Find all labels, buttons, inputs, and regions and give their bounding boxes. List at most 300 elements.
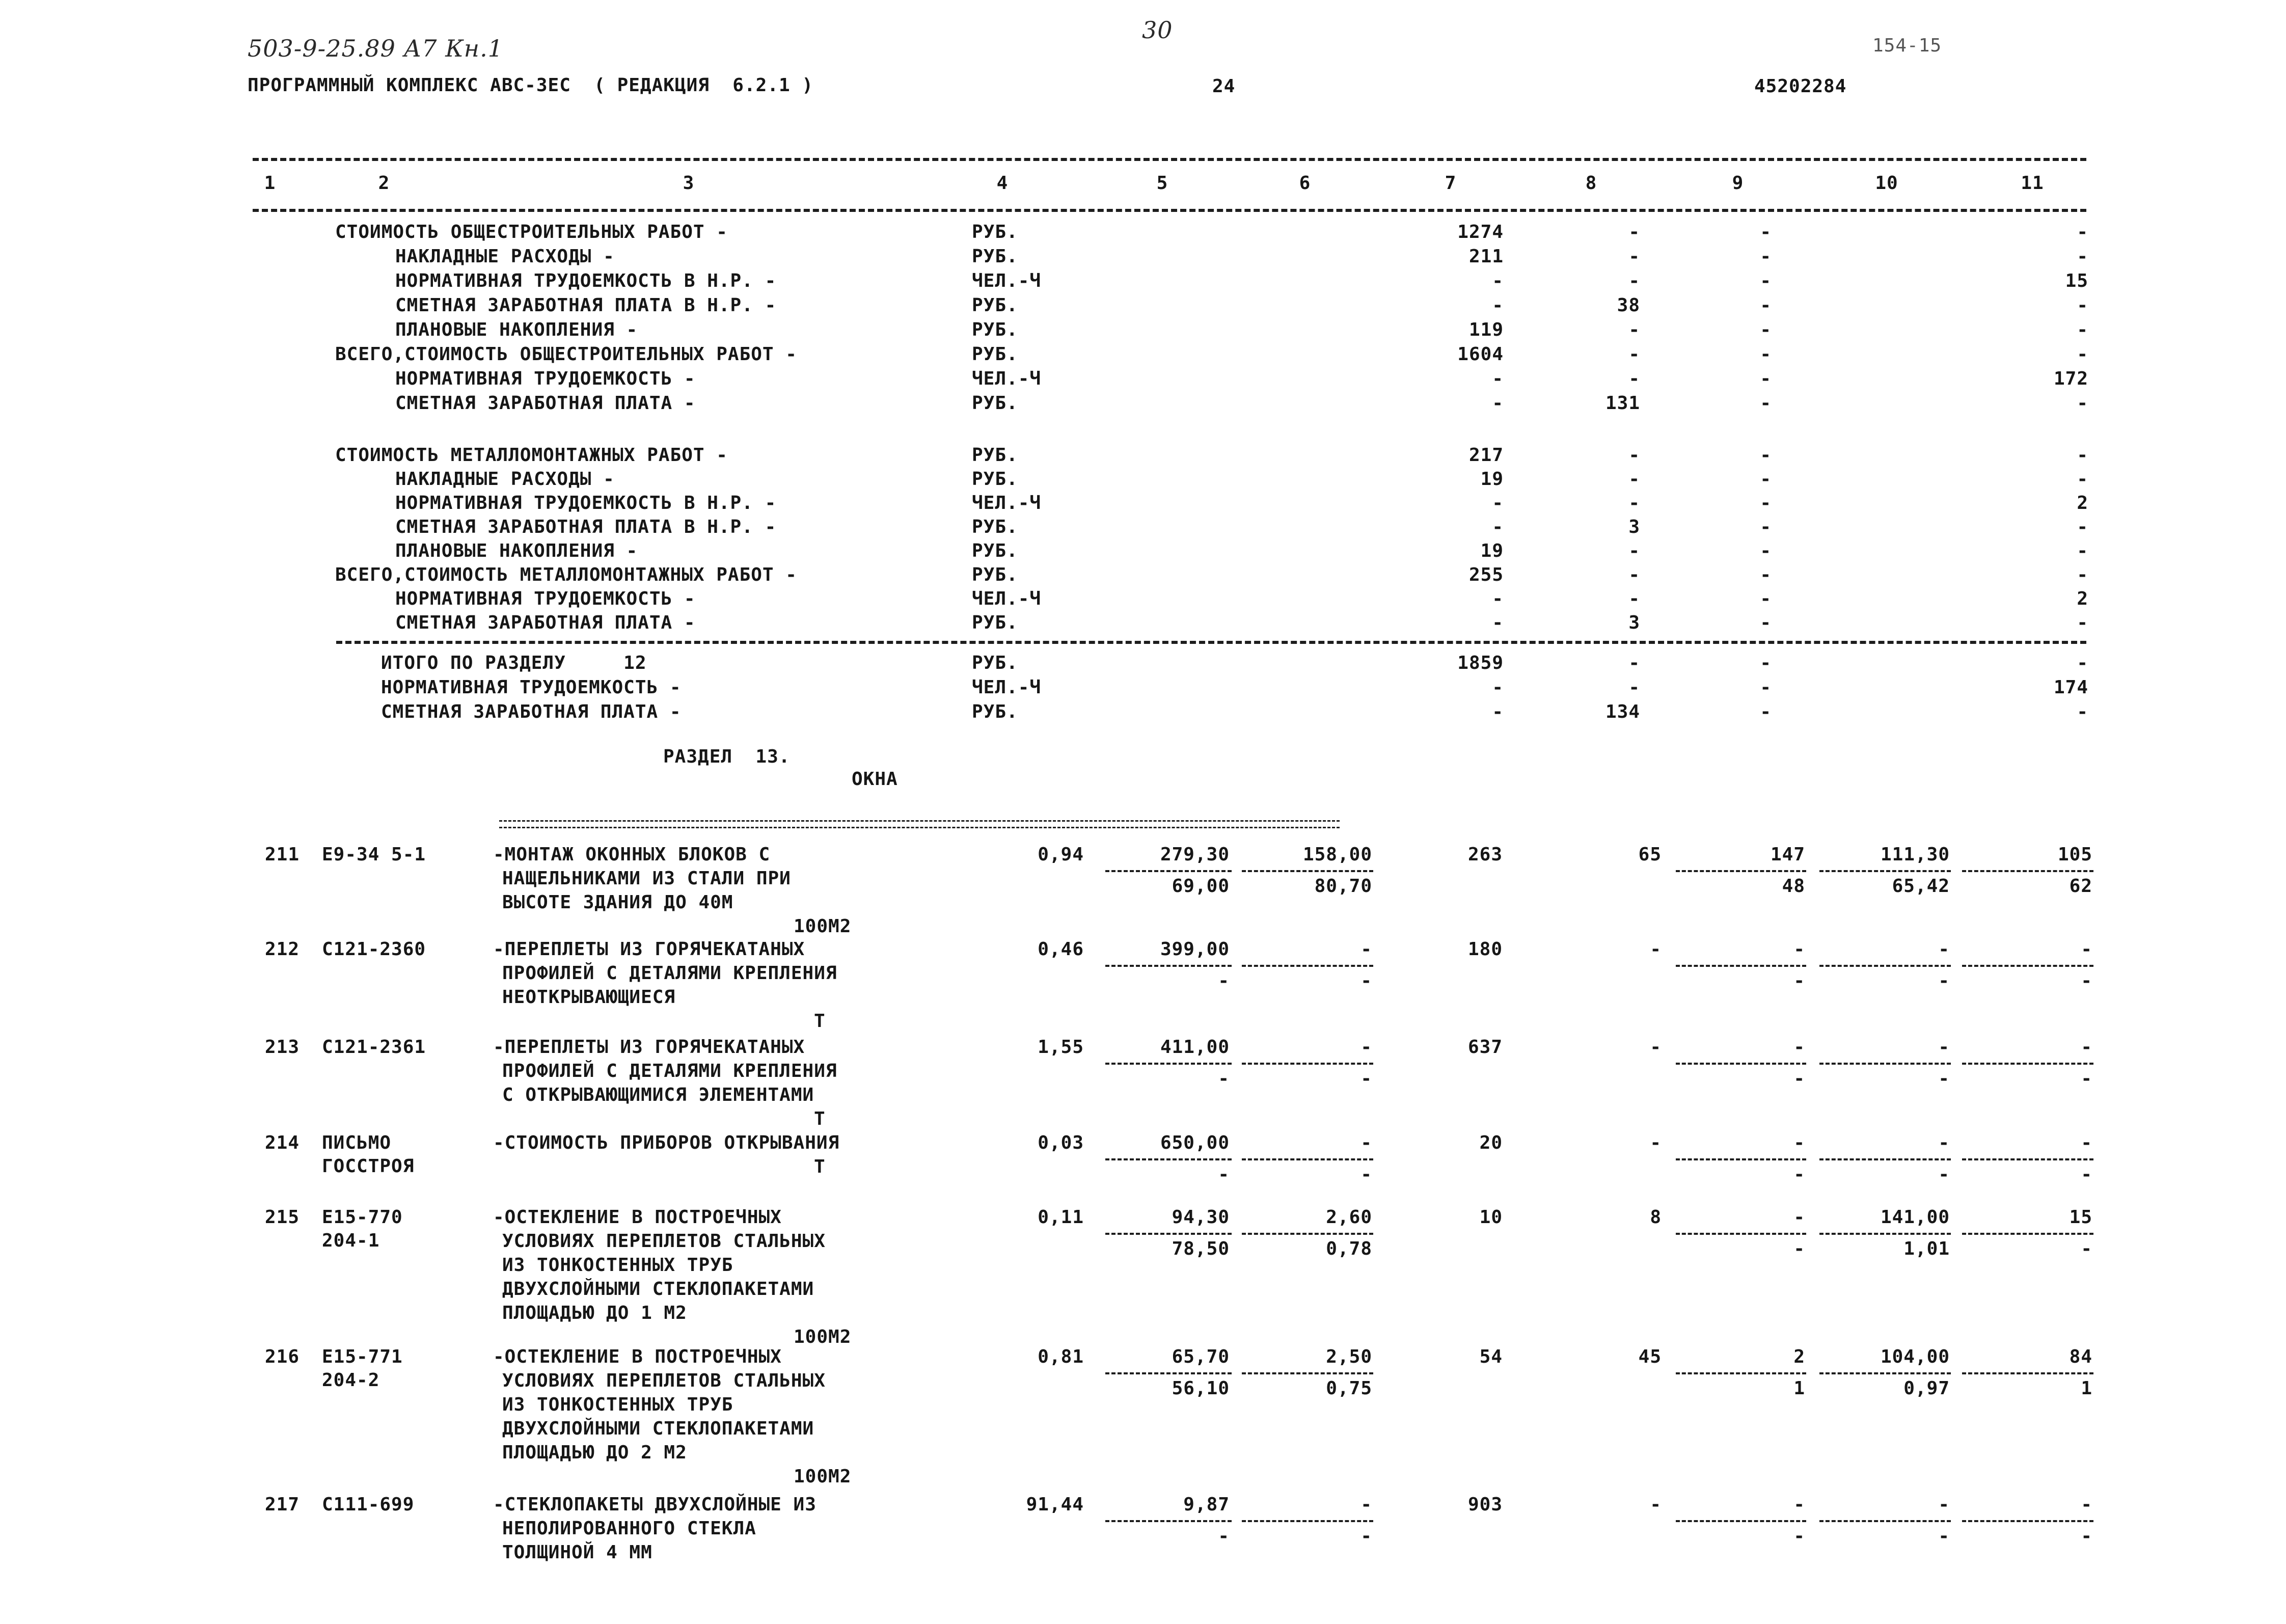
column-header-10: 10 <box>1875 173 1898 194</box>
summary-value-c11: - <box>2077 295 2088 316</box>
item-machine-wages: - <box>1793 1068 1805 1089</box>
item-underline-c10 <box>1819 1233 1951 1235</box>
item-quantity: 91,44 <box>1026 1494 1084 1515</box>
program-title: ПРОГРАММНЫЙ КОМПЛЕКС АВС-3ЕС ( РЕДАКЦИЯ 6.2.1 ) <box>248 75 814 96</box>
item-unit: 100М2 <box>794 1466 852 1487</box>
printed-page-number: 24 <box>1212 76 1236 97</box>
doc-number: 45202284 <box>1754 76 1847 97</box>
item-number: 217 <box>265 1494 300 1515</box>
item-machine-labor-total: - <box>2081 1164 2092 1185</box>
summary-value-c9: - <box>1760 295 1772 316</box>
item-total-wages: - <box>1650 1494 1662 1515</box>
item-unit-price: 9,87 <box>1183 1494 1230 1515</box>
summary-value-c11: 2 <box>2077 493 2088 513</box>
item-machine-labor-total: 62 <box>2069 876 2092 897</box>
summary-value-c8: - <box>1628 368 1640 389</box>
summary-unit: РУБ. <box>972 222 1018 242</box>
summary-value-c8: - <box>1628 222 1640 242</box>
summary-unit: РУБ. <box>972 445 1018 466</box>
item-quantity: 0,03 <box>1038 1132 1084 1153</box>
summary-value-c9: - <box>1760 677 1772 698</box>
summary-value-c11: - <box>2077 653 2088 673</box>
item-code-2: 204-1 <box>322 1230 380 1251</box>
item-unit-price-machines: 158,00 <box>1302 844 1372 865</box>
item-description-line: ДВУХСЛОЙНЫМИ СТЕКЛОПАКЕТАМИ <box>502 1279 814 1300</box>
summary-label: ВСЕГО,СТОИМОСТЬ МЕТАЛЛОМОНТАЖНЫХ РАБОТ - <box>335 564 797 585</box>
item-total-wages: 8 <box>1650 1207 1662 1228</box>
summary-value-c7: 211 <box>1468 246 1504 267</box>
summary-value-c9: - <box>1760 319 1772 340</box>
item-machine-labor-norm: 1,01 <box>1903 1238 1950 1259</box>
summary-value-c7: - <box>1492 588 1504 609</box>
item-labor-norm: 141,00 <box>1880 1207 1950 1228</box>
item-description-line: ПЛОЩАДЬЮ ДО 1 М2 <box>502 1303 687 1323</box>
summary-value-c11: - <box>2077 564 2088 585</box>
item-underline-c11 <box>1962 1520 2093 1522</box>
item-description-line: ПРОФИЛЕЙ С ДЕТАЛЯМИ КРЕПЛЕНИЯ <box>502 1061 837 1081</box>
summary-value-c11: - <box>2077 701 2088 722</box>
item-description-line: -МОНТАЖ ОКОННЫХ БЛОКОВ С <box>493 844 771 865</box>
item-unit: 100М2 <box>794 1327 852 1347</box>
item-underline-c10 <box>1819 870 1951 872</box>
item-description-line: УСЛОВИЯХ ПЕРЕПЛЕТОВ СТАЛЬНЫХ <box>502 1231 826 1252</box>
summary-unit: РУБ. <box>972 393 1018 414</box>
summary-value-c7: - <box>1492 677 1504 698</box>
item-underline-c11 <box>1962 870 2093 872</box>
item-unit: Т <box>814 1108 826 1129</box>
item-machine-wages: 48 <box>1782 876 1805 897</box>
item-machine-labor-total: 1 <box>2081 1378 2092 1399</box>
item-machine-labor-total: - <box>2081 1526 2092 1547</box>
summary-value-c7: - <box>1492 517 1504 537</box>
item-total-cost: 903 <box>1467 1494 1503 1515</box>
summary-value-c8: - <box>1628 469 1640 490</box>
item-underline-c6 <box>1242 1233 1373 1235</box>
item-unit-price-wages: 69,00 <box>1172 876 1230 897</box>
item-total-wages: - <box>1650 1037 1662 1058</box>
item-total-machines: - <box>1793 939 1805 960</box>
item-unit-price-machine-wages: - <box>1360 1526 1372 1547</box>
item-underline-c5 <box>1105 1520 1232 1522</box>
summary-unit: РУБ. <box>972 246 1018 267</box>
summary-value-c7: - <box>1492 393 1504 414</box>
item-underline-c11 <box>1962 1233 2093 1235</box>
item-code: С121-2360 <box>322 939 426 960</box>
item-underline-c10 <box>1819 1063 1951 1065</box>
item-underline-c6 <box>1242 1372 1373 1374</box>
summary-value-c7: 19 <box>1480 540 1504 561</box>
summary-value-c8: 38 <box>1617 295 1640 316</box>
summary-value-c9: - <box>1760 701 1772 722</box>
item-underline-c5 <box>1105 1372 1232 1374</box>
summary-unit: ЧЕЛ.-Ч <box>972 270 1042 291</box>
item-underline-c5 <box>1105 1233 1232 1235</box>
item-code: Е15-771 <box>322 1346 403 1367</box>
item-total-machines: - <box>1793 1037 1805 1058</box>
column-header-1: 1 <box>264 173 276 194</box>
summary-unit: РУБ. <box>972 319 1018 340</box>
summary-value-c11: - <box>2077 319 2088 340</box>
item-underline-c6 <box>1242 965 1373 967</box>
column-header-2: 2 <box>378 173 390 194</box>
item-machine-labor-total: - <box>2081 1068 2092 1089</box>
summary-label: НОРМАТИВНАЯ ТРУДОЕМКОСТЬ - <box>395 588 696 609</box>
item-labor-total: - <box>2081 1037 2092 1058</box>
summary-value-c7: 1274 <box>1457 222 1504 242</box>
summary-value-c8: - <box>1628 493 1640 513</box>
item-unit: Т <box>814 1156 826 1177</box>
item-unit-price-machine-wages: 80,70 <box>1314 876 1372 897</box>
item-underline-c5 <box>1105 1158 1232 1160</box>
item-underline-c11 <box>1962 1063 2093 1065</box>
item-unit-price-wages: - <box>1218 1526 1230 1547</box>
handwritten-doc-code: 503-9-25.89 А7 Кн.1 <box>248 35 503 62</box>
item-code: ПИСЬМО <box>322 1132 392 1153</box>
summary-value-c11: - <box>2077 469 2088 490</box>
summary-value-c7: - <box>1492 701 1504 722</box>
item-unit-price-wages: - <box>1218 1164 1230 1185</box>
summary-value-c7: - <box>1492 612 1504 633</box>
item-total-cost: 10 <box>1479 1207 1503 1228</box>
item-number: 214 <box>265 1132 300 1153</box>
item-underline-c11 <box>1962 965 2093 967</box>
summary-value-c11: - <box>2077 344 2088 365</box>
item-number: 212 <box>265 939 300 960</box>
summary-value-c9: - <box>1760 222 1772 242</box>
summary-label: СТОИМОСТЬ МЕТАЛЛОМОНТАЖНЫХ РАБОТ - <box>335 445 728 466</box>
item-description-line: ВЫСОТЕ ЗДАНИЯ ДО 40М <box>502 892 733 913</box>
section-title: РАЗДЕЛ 13. <box>663 746 791 767</box>
item-total-wages: 65 <box>1638 844 1662 865</box>
summary-value-c8: 3 <box>1628 517 1640 537</box>
item-labor-total: - <box>2081 1132 2092 1153</box>
item-description-line: С ОТКРЫВАЮЩИМИСЯ ЭЛЕМЕНТАМИ <box>502 1085 814 1105</box>
summary-value-c11: - <box>2077 222 2088 242</box>
item-total-cost: 180 <box>1467 939 1503 960</box>
item-unit-price-machine-wages: 0,75 <box>1326 1378 1372 1399</box>
item-underline-c9 <box>1676 1372 1806 1374</box>
summary-label: НОРМАТИВНАЯ ТРУДОЕМКОСТЬ - <box>381 677 682 698</box>
column-header-7: 7 <box>1445 173 1457 194</box>
item-machine-labor-norm: - <box>1938 1526 1950 1547</box>
item-labor-norm: 111,30 <box>1880 844 1950 865</box>
summary-value-c11: 174 <box>2053 677 2088 698</box>
item-description-line: -ПЕРЕПЛЕТЫ ИЗ ГОРЯЧЕКАТАНЫХ <box>493 1037 805 1058</box>
item-code-2: ГОССТРОЯ <box>322 1156 415 1177</box>
item-total-machines: 2 <box>1793 1346 1805 1367</box>
item-total-cost: 637 <box>1467 1037 1503 1058</box>
summary-value-c9: - <box>1760 393 1772 414</box>
summary-value-c7: - <box>1492 368 1504 389</box>
item-underline-c5 <box>1105 965 1232 967</box>
item-unit: 100М2 <box>794 916 852 937</box>
summary-value-c8: - <box>1628 653 1640 673</box>
summary-unit: РУБ. <box>972 564 1018 585</box>
summary-value-c11: - <box>2077 393 2088 414</box>
summary-value-c9: - <box>1760 588 1772 609</box>
item-underline-c10 <box>1819 1372 1951 1374</box>
item-total-machines: - <box>1793 1132 1805 1153</box>
summary-unit: РУБ. <box>972 612 1018 633</box>
summary-value-c9: - <box>1760 612 1772 633</box>
summary-label: ПЛАНОВЫЕ НАКОПЛЕНИЯ - <box>395 540 638 561</box>
summary-unit: ЧЕЛ.-Ч <box>972 677 1042 698</box>
item-machine-labor-total: - <box>2081 1238 2092 1259</box>
item-unit-price-machines: - <box>1360 1037 1372 1058</box>
item-labor-norm: - <box>1938 1037 1950 1058</box>
item-underline-c9 <box>1676 1063 1806 1065</box>
item-description-line: ПРОФИЛЕЙ С ДЕТАЛЯМИ КРЕПЛЕНИЯ <box>502 963 837 984</box>
summary-value-c11: 15 <box>2065 270 2088 291</box>
item-total-wages: 45 <box>1638 1346 1662 1367</box>
item-quantity: 1,55 <box>1038 1037 1084 1058</box>
summary-value-c11: 2 <box>2077 588 2088 609</box>
summary-value-c8: - <box>1628 540 1640 561</box>
item-unit-price-machine-wages: - <box>1360 1164 1372 1185</box>
summary-label: ПЛАНОВЫЕ НАКОПЛЕНИЯ - <box>395 319 638 340</box>
item-unit: Т <box>814 1011 826 1032</box>
item-machine-wages: 1 <box>1793 1378 1805 1399</box>
summary-value-c8: - <box>1628 588 1640 609</box>
doc-number-top: 154-15 <box>1872 35 1942 56</box>
summary-value-c7: 217 <box>1468 445 1504 466</box>
column-header-5: 5 <box>1156 173 1168 194</box>
item-description-line: -СТЕКЛОПАКЕТЫ ДВУХСЛОЙНЫЕ ИЗ <box>493 1494 817 1515</box>
item-machine-labor-norm: - <box>1938 970 1950 991</box>
summary-unit: РУБ. <box>972 344 1018 365</box>
summary-value-c9: - <box>1760 540 1772 561</box>
item-unit-price-machine-wages: - <box>1360 1068 1372 1089</box>
item-description-line: ПЛОЩАДЬЮ ДО 2 М2 <box>502 1442 687 1463</box>
item-labor-total: - <box>2081 939 2092 960</box>
item-underline-c9 <box>1676 870 1806 872</box>
item-underline-c9 <box>1676 1233 1806 1235</box>
summary-value-c8: 131 <box>1605 393 1640 414</box>
summary-value-c7: 1604 <box>1457 344 1504 365</box>
item-code-2: 204-2 <box>322 1370 380 1391</box>
summary-value-c11: - <box>2077 445 2088 466</box>
item-description-line: -ОСТЕКЛЕНИЕ В ПОСТРОЕЧНЫХ <box>493 1346 782 1367</box>
item-unit-price-wages: - <box>1218 1068 1230 1089</box>
item-machine-labor-norm: - <box>1938 1068 1950 1089</box>
summary-unit: РУБ. <box>972 653 1018 673</box>
summary-value-c7: - <box>1492 270 1504 291</box>
summary-value-c8: 134 <box>1605 701 1640 722</box>
item-machine-wages: - <box>1793 1164 1805 1185</box>
column-header-6: 6 <box>1299 173 1311 194</box>
summary-value-c9: - <box>1760 653 1772 673</box>
item-code: Е15-770 <box>322 1207 403 1228</box>
item-underline-c5 <box>1105 1063 1232 1065</box>
summary-value-c9: - <box>1760 368 1772 389</box>
summary-value-c9: - <box>1760 246 1772 267</box>
item-unit-price-machine-wages: - <box>1360 970 1372 991</box>
item-labor-total: 105 <box>2057 844 2092 865</box>
item-underline-c5 <box>1105 870 1232 872</box>
item-unit-price-machines: - <box>1360 1132 1372 1153</box>
section-double-rule <box>499 820 1340 828</box>
section-subtitle: ОКНА <box>852 769 898 790</box>
summary-label: НОРМАТИВНАЯ ТРУДОЕМКОСТЬ В Н.Р. - <box>395 493 777 513</box>
summary-unit: ЧЕЛ.-Ч <box>972 588 1042 609</box>
summary-label: СМЕТНАЯ ЗАРАБОТНАЯ ПЛАТА - <box>395 612 696 633</box>
summary-label: НОРМАТИВНАЯ ТРУДОЕМКОСТЬ В Н.Р. - <box>395 270 777 291</box>
summary-label: СМЕТНАЯ ЗАРАБОТНАЯ ПЛАТА В Н.Р. - <box>395 295 777 316</box>
item-labor-norm: 104,00 <box>1880 1346 1950 1367</box>
item-underline-c6 <box>1242 1158 1373 1160</box>
summary-label: СТОИМОСТЬ ОБЩЕСТРОИТЕЛЬНЫХ РАБОТ - <box>335 222 728 242</box>
item-unit-price: 65,70 <box>1172 1346 1230 1367</box>
item-total-machines: - <box>1793 1494 1805 1515</box>
item-machine-wages: - <box>1793 1526 1805 1547</box>
subtotal-rule <box>336 641 2086 644</box>
item-underline-c6 <box>1242 1520 1373 1522</box>
item-code: С121-2361 <box>322 1037 426 1058</box>
item-unit-price: 399,00 <box>1160 939 1230 960</box>
summary-unit: ЧЕЛ.-Ч <box>972 493 1042 513</box>
item-machine-wages: - <box>1793 970 1805 991</box>
summary-unit: РУБ. <box>972 517 1018 537</box>
summary-value-c7: 19 <box>1480 469 1504 490</box>
item-unit-price-machines: - <box>1360 939 1372 960</box>
summary-label: НАКЛАДНЫЕ РАСХОДЫ - <box>395 246 615 267</box>
item-underline-c9 <box>1676 965 1806 967</box>
item-description-line: НАЩЕЛЬНИКАМИ ИЗ СТАЛИ ПРИ <box>502 868 791 889</box>
column-header-11: 11 <box>2021 173 2044 194</box>
item-unit-price: 279,30 <box>1160 844 1230 865</box>
item-description-line: ТОЛЩИНОЙ 4 ММ <box>502 1542 652 1563</box>
summary-value-c8: - <box>1628 246 1640 267</box>
item-description-line: -СТОИМОСТЬ ПРИБОРОВ ОТКРЫВАНИЯ <box>493 1132 840 1153</box>
item-machine-labor-norm: - <box>1938 1164 1950 1185</box>
summary-label: СМЕТНАЯ ЗАРАБОТНАЯ ПЛАТА - <box>381 701 682 722</box>
summary-label: НОРМАТИВНАЯ ТРУДОЕМКОСТЬ - <box>395 368 696 389</box>
summary-value-c11: - <box>2077 246 2088 267</box>
item-underline-c9 <box>1676 1520 1806 1522</box>
item-underline-c10 <box>1819 965 1951 967</box>
item-code: Е9-34 5-1 <box>322 844 426 865</box>
summary-label: СМЕТНАЯ ЗАРАБОТНАЯ ПЛАТА В Н.Р. - <box>395 517 777 537</box>
summary-value-c8: - <box>1628 564 1640 585</box>
item-unit-price-machine-wages: 0,78 <box>1326 1238 1372 1259</box>
header-rule-bottom <box>253 209 2086 212</box>
item-number: 215 <box>265 1207 300 1228</box>
item-number: 211 <box>265 844 300 865</box>
summary-label: СМЕТНАЯ ЗАРАБОТНАЯ ПЛАТА - <box>395 393 696 414</box>
item-quantity: 0,11 <box>1038 1207 1084 1228</box>
summary-unit: ЧЕЛ.-Ч <box>972 368 1042 389</box>
summary-value-c8: - <box>1628 344 1640 365</box>
item-total-cost: 263 <box>1467 844 1503 865</box>
item-unit-price-wages: 56,10 <box>1172 1378 1230 1399</box>
item-total-machines: - <box>1793 1207 1805 1228</box>
item-underline-c9 <box>1676 1158 1806 1160</box>
summary-value-c7: - <box>1492 295 1504 316</box>
item-underline-c6 <box>1242 1063 1373 1065</box>
item-description-line: -ОСТЕКЛЕНИЕ В ПОСТРОЕЧНЫХ <box>493 1207 782 1228</box>
item-unit-price-wages: - <box>1218 970 1230 991</box>
item-description-line: НЕПОЛИРОВАННОГО СТЕКЛА <box>502 1518 756 1539</box>
item-machine-wages: - <box>1793 1238 1805 1259</box>
item-total-cost: 54 <box>1479 1346 1503 1367</box>
item-description-line: УСЛОВИЯХ ПЕРЕПЛЕТОВ СТАЛЬНЫХ <box>502 1370 826 1391</box>
item-description-line: -ПЕРЕПЛЕТЫ ИЗ ГОРЯЧЕКАТАНЫХ <box>493 939 805 960</box>
item-underline-c11 <box>1962 1372 2093 1374</box>
item-underline-c11 <box>1962 1158 2093 1160</box>
handwritten-page-number: 30 <box>1142 16 1173 44</box>
item-code: С111-699 <box>322 1494 415 1515</box>
item-unit-price: 411,00 <box>1160 1037 1230 1058</box>
item-description-line: ИЗ ТОНКОСТЕННЫХ ТРУБ <box>502 1255 733 1276</box>
item-unit-price-machines: 2,60 <box>1326 1207 1372 1228</box>
item-number: 216 <box>265 1346 300 1367</box>
item-labor-total: - <box>2081 1494 2092 1515</box>
summary-value-c7: - <box>1492 493 1504 513</box>
item-unit-price-machines: - <box>1360 1494 1372 1515</box>
summary-value-c7: 255 <box>1468 564 1504 585</box>
summary-value-c8: - <box>1628 445 1640 466</box>
summary-value-c9: - <box>1760 445 1772 466</box>
summary-unit: РУБ. <box>972 540 1018 561</box>
item-underline-c10 <box>1819 1520 1951 1522</box>
item-description-line: НЕОТКРЫВАЮЩИЕСЯ <box>502 987 676 1008</box>
item-quantity: 0,46 <box>1038 939 1084 960</box>
summary-label: НАКЛАДНЫЕ РАСХОДЫ - <box>395 469 615 490</box>
item-quantity: 0,94 <box>1038 844 1084 865</box>
item-underline-c10 <box>1819 1158 1951 1160</box>
item-total-cost: 20 <box>1479 1132 1503 1153</box>
item-total-wages: - <box>1650 1132 1662 1153</box>
summary-unit: РУБ. <box>972 701 1018 722</box>
item-total-machines: 147 <box>1770 844 1805 865</box>
item-labor-total: 84 <box>2069 1346 2092 1367</box>
summary-value-c11: - <box>2077 517 2088 537</box>
header-rule-top <box>253 158 2086 161</box>
column-header-3: 3 <box>683 173 695 194</box>
summary-value-c11: - <box>2077 612 2088 633</box>
item-underline-c6 <box>1242 870 1373 872</box>
item-quantity: 0,81 <box>1038 1346 1084 1367</box>
item-description-line: ИЗ ТОНКОСТЕННЫХ ТРУБ <box>502 1394 733 1415</box>
summary-label: ВСЕГО,СТОИМОСТЬ ОБЩЕСТРОИТЕЛЬНЫХ РАБОТ - <box>335 344 797 365</box>
item-unit-price: 94,30 <box>1172 1207 1230 1228</box>
item-labor-norm: - <box>1938 939 1950 960</box>
summary-value-c9: - <box>1760 469 1772 490</box>
summary-value-c8: - <box>1628 270 1640 291</box>
summary-unit: РУБ. <box>972 469 1018 490</box>
column-header-4: 4 <box>996 173 1009 194</box>
summary-unit: РУБ. <box>972 295 1018 316</box>
item-description-line: ДВУХСЛОЙНЫМИ СТЕКЛОПАКЕТАМИ <box>502 1418 814 1439</box>
summary-value-c11: - <box>2077 540 2088 561</box>
item-machine-labor-total: - <box>2081 970 2092 991</box>
summary-value-c8: - <box>1628 677 1640 698</box>
item-unit-price: 650,00 <box>1160 1132 1230 1153</box>
summary-value-c9: - <box>1760 517 1772 537</box>
summary-value-c7: 119 <box>1468 319 1504 340</box>
summary-value-c8: 3 <box>1628 612 1640 633</box>
item-labor-norm: - <box>1938 1132 1950 1153</box>
column-header-8: 8 <box>1585 173 1597 194</box>
item-unit-price-wages: 78,50 <box>1172 1238 1230 1259</box>
summary-label: ИТОГО ПО РАЗДЕЛУ 12 <box>381 653 647 673</box>
item-labor-norm: - <box>1938 1494 1950 1515</box>
item-labor-total: 15 <box>2069 1207 2092 1228</box>
column-header-9: 9 <box>1732 173 1744 194</box>
item-machine-labor-norm: 65,42 <box>1892 876 1950 897</box>
item-total-wages: - <box>1650 939 1662 960</box>
item-machine-labor-norm: 0,97 <box>1903 1378 1950 1399</box>
